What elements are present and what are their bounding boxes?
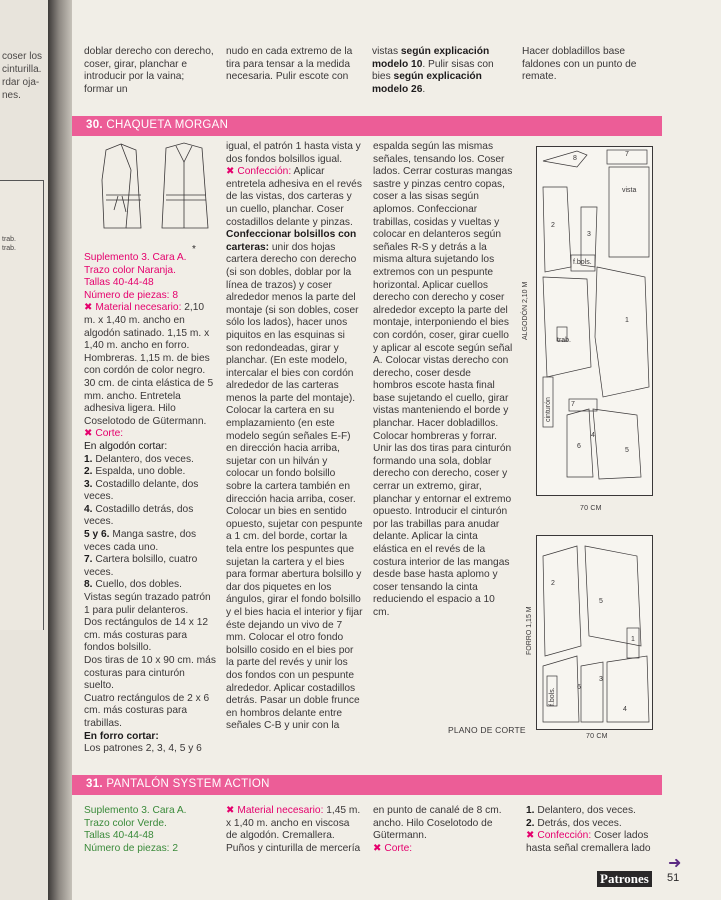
corte-heading: ✖ Corte: (84, 428, 124, 440)
materials: ✖ Material necesario: 2,10 m. x 1,40 m. ancho en algodón satinado. 1,15 m. x 1,40 m. ancho en forro. Hombreras. 1,15 m. de bies con cordón de color negro. 30 cm. de cinta elástica de 5 mm. ancho. Entretela adhesiva ligera. Hilo Coselotodo de Gütermann. (84, 302, 214, 427)
label-vista: vista (622, 187, 637, 194)
s31-column-2: ✖ Material necesario: 1,45 m. x 1,40 m. ancho en viscosa de algodón. Cremallera. Puños y cinturilla de mercería (226, 805, 361, 854)
s30-column-3: espalda según las mismas señales, tensando los. Coser lados. Cerrar costuras mangas sastre y pinzas centro copas, coser a las sisas según aplomos. Confeccionar trabillas, cosidas y vueltas y colocar en delanteros según señales R-S y detrás a la misma altura sujetando los extremos con un pespunte horizontal. Aplicar cuellos derecho con derecho y coser alrededor excepto la parte del montaje, interponiendo el bies con cordón, coser, girar cuello y aplicar al escote según señal A. Colocar vistas derecho con derecho, coser desde hombros escote hasta final base sujetando el cuello, girar vistas manteniendo el borde y planchar. Hacer dobladillos. Colocar hombreras y forrar. Unir las dos tiras para cinturón formando una sola, doblar derecho con derecho, coser y cerrar un extremo, girar, planchar y entornar el extremo opuesto. Introducir el cinturón por las trabillas para anudar delante. Aplicar la cinta elástica en el revés de la costura interior de las mangas desde base hasta aplomo y coser tensando la cinta reduciendo el espacio a 10 cm. (373, 141, 513, 618)
asterisk-mark: * (192, 244, 196, 255)
extra-piece: Dos rectángulos de 14 x 12 cm. más costuras para fondos bolsillo. (84, 617, 209, 654)
lining-width: 70 CM (586, 733, 608, 740)
forro-pieces: Los patrones 2, 3, 4, 5 y 6 (84, 743, 202, 755)
piece-item: 7. Cartera bolsillo, cuatro veces. (84, 554, 198, 578)
extra-piece: Cuatro rectángulos de 2 x 6 cm. más costuras para trabillas. (84, 692, 210, 729)
trace-color: Trazo color Verde. (84, 817, 167, 829)
piece-item: 5 y 6. Manga sastre, dos veces cada uno. (84, 529, 197, 553)
plano-de-corte-caption: PLANO DE CORTE (448, 725, 526, 735)
section-30-header (72, 116, 662, 136)
label-cinturon: cinturón (545, 397, 552, 422)
trace-color: Trazo color Naranja. (84, 264, 176, 276)
piece-item: 4. Costadillo detrás, dos veces. (84, 503, 194, 528)
piece-item: 1. Delantero, dos veces. (84, 453, 194, 465)
section-title: CHAQUETA MORGAN (106, 119, 229, 131)
extra-piece: Dos tiras de 10 x 90 cm. más costuras para cinturón suelto. (84, 655, 216, 692)
piece-item: 2. Espalda, uno doble. (84, 466, 186, 478)
supplement: Suplemento 3. Cara A. (84, 805, 187, 816)
brand-logo: Patrones (597, 871, 652, 887)
supplement: Suplemento 3. Cara A. (84, 252, 187, 263)
s31-column-4: 1. Delantero, dos veces. 2. Detrás, dos veces. ✖ Confección: Coser lados hasta señal cremallera lado (526, 805, 651, 854)
forro-heading: En forro cortar: (84, 730, 159, 742)
previous-page-edge (0, 0, 48, 900)
cutting-plan-cotton: 8 7 vista 2 3 f.bols. 1 trab. cinturón 7 6 4 5 (536, 146, 653, 496)
cutting-plan-lining: 2 5 1 6 3 4 f.bols. (536, 535, 653, 730)
s30-column-1 (84, 252, 216, 756)
jacket-illustration (96, 140, 216, 235)
left-label: trab. (2, 245, 17, 252)
top-column-2: nudo en cada extremo de la tira para tensar a la medida necesaria. Pulir escote con (226, 46, 353, 83)
forro-dimension: FORRO 1,15 M (526, 606, 533, 655)
s31-column-3: en punto de canalé de 8 cm. ancho. Hilo Coselotodo de Gütermann. ✖ Corte: (373, 805, 513, 855)
label-trab: trab. (557, 337, 572, 344)
piece-count: Número de piezas: 2 (84, 842, 179, 854)
extra-piece: Vistas según trazado patrón 1 para pulir delanteros. (84, 592, 211, 616)
cotton-pieces (537, 147, 652, 495)
top-column-3: vistas según explicación modelo 10. Pulir sisas con bies según explicación modelo 26. (372, 46, 494, 95)
algodon-heading: En algodón cortar: (84, 440, 168, 452)
cotton-width: 70 CM (580, 505, 602, 512)
piece-item: 8. Cuello, dos dobles. (84, 579, 182, 591)
top-column-1: doblar derecho con derecho, coser, girar, planchar e introducir por la vaina; formar un (84, 46, 214, 95)
label-fbols: f.bols. (573, 259, 592, 266)
sizes: Tallas 40-44-48 (84, 830, 154, 842)
sizes: Tallas 40-44-48 (84, 277, 154, 289)
left-text-fragment: rdar oja- (2, 77, 40, 88)
section-title: PANTALÓN SYSTEM ACTION (106, 778, 270, 790)
next-page-arrow-icon: ➜ (668, 855, 682, 872)
s31-column-1 (84, 805, 216, 855)
piece-count: Número de piezas: 8 (84, 289, 179, 301)
page-number: 51 (667, 872, 680, 884)
left-label: trab. (2, 236, 17, 243)
piece-item: 3. Costadillo delante, dos veces. (84, 478, 199, 503)
s30-column-2: igual, el patrón 1 hasta vista y dos fondos bolsillos igual. ✖ Confección: Aplicar entretela adhesiva en el revés de las vistas, dos carteras y un cuello, planchar. Coser costadillos delante y pinzas. Confeccionar bolsillos con carteras: unir dos hojas cartera derecho con derecho (si son dobles, doblar por la línea de trazos) y coser alrededor menos la parte del montaje (si son dobles, coser sólo los lados), hacer unos piquitos en las esquinas si son redondeadas, girar y planchar. (En este modelo, intercalar el bies con cordón alrededor de las carteras menos la parte del montaje). Colocar la cartera en su emplazamiento (en este modelo según señales E-F) en dirección hacia arriba, sujetar con un hilván y colocar un fondo bolsillo sobre la cartera también en dirección hacia arriba, coser. Colocar un bies en sentido opuesto, sujetar con pespunte a 1 cm. del borde, cortar la tela entre los pespuntes que sujetan la cartera y el bies para formar abertura bolsillo y dar dos piquetes en los ángulos, girar el fondo bolsillo y el bies hacia el interior y fijar éste dejando un vivo de 7 mm. Colocar el otro fondo bolsillo cosido en el bies por la parte del revés y unir los dos fondos con un pespunte alrededor. Aplicar costadillos detrás. Pasar un doble frunce en hombros delante entre señales C-B y unir con la (226, 141, 363, 732)
bolsillos-heading: Confeccionar bolsillos con carteras: (226, 229, 357, 253)
confeccion-heading: ✖ Confección: (226, 166, 292, 178)
left-text-fragment: nes. (2, 90, 21, 101)
left-text-fragment: coser los (2, 51, 43, 62)
corte-heading: ✖ Corte: (373, 842, 413, 854)
section-31-header (72, 775, 662, 795)
top-column-4: Hacer dobladillos base faldones con un punto de remate. (522, 46, 637, 83)
section-number: 30. (86, 119, 103, 131)
algodon-dimension: ALGODÓN 2,10 M (522, 281, 529, 340)
label-fbols-lining: f.bols. (549, 687, 556, 706)
section-number: 31. (86, 778, 103, 790)
left-text-fragment: cinturilla. (2, 64, 42, 75)
